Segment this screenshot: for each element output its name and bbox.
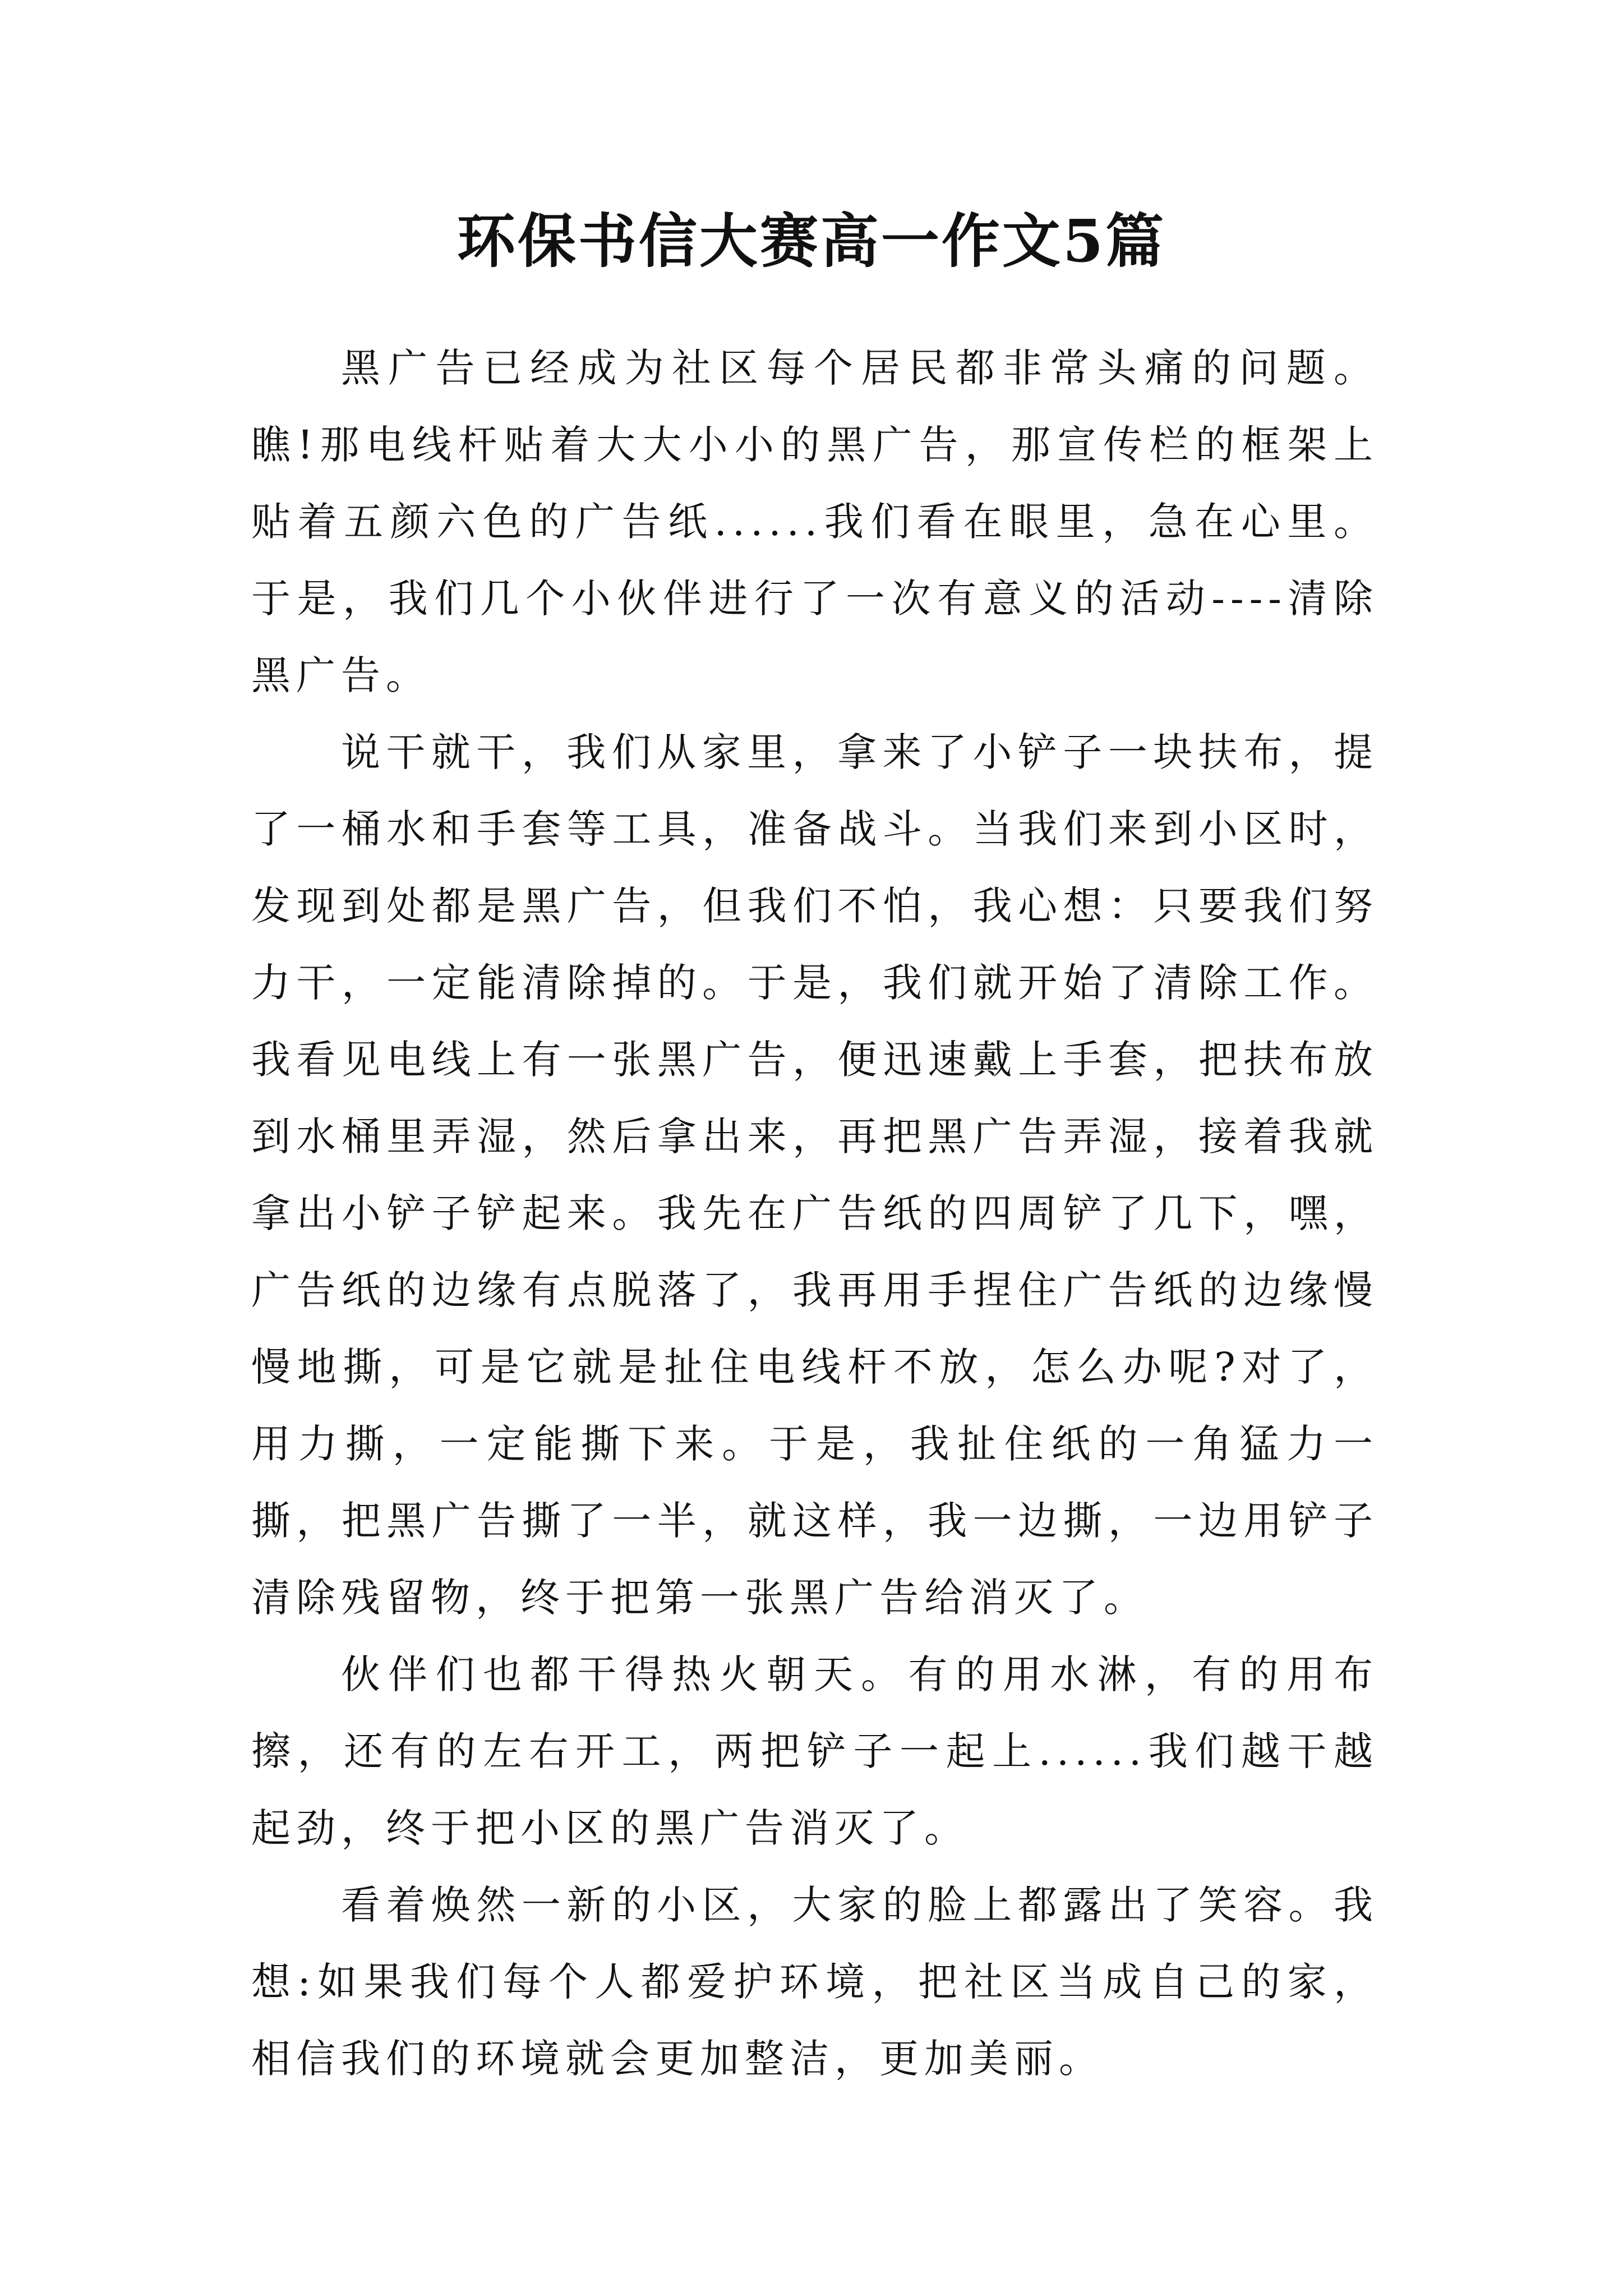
paragraph-4: 看着焕然一新的小区，大家的脸上都露出了笑容。我想:如果我们每个人都爱护环境，把社区当成自己的家，相信我们的环境就会更加整洁，更加美丽。 — [251, 1882, 1378, 2082]
document-title: 环保书信大赛高一作文5篇 — [457, 206, 1166, 275]
paragraph-3: 伙伴们也都干得热火朝天。有的用水淋，有的用布擦，还有的左右开工，两把铲子一起上......我们越干越起劲，终于把小区的黑广告消灭了。 — [251, 1651, 1378, 1851]
paragraph-1: 黑广告已经成为社区每个居民都非常头痛的问题。瞧!那电线杆贴着大大小小的黑广告，那宣传栏的框架上贴着五颜六色的广告纸......我们看在眼里，急在心里。于是，我们几个小伙伴进行了一次有意义的活动----清除黑广告。 — [251, 345, 1378, 698]
paragraph-2: 说干就干，我们从家里，拿来了小铲子一块扶布，提了一桶水和手套等工具，准备战斗。当我们来到小区时，发现到处都是黑广告，但我们不怕，我心想：只要我们努力干，一定能清除掉的。于是，我们就开始了清除工作。我看见电线上有一张黑广告，便迅速戴上手套，把扶布放到水桶里弄湿，然后拿出来，再把黑广告弄湿，接着我就拿出小铲子铲起来。我先在广告纸的四周铲了几下，嘿，广告纸的边缘有点脱落了，我再用手捏住广告纸的边缘慢慢地撕，可是它就是扯住电线杆不放，怎么办呢?对了，用力撕，一定能撕下来。于是，我扯住纸的一角猛力一撕，把黑广告撕了一半，就这样，我一边撕，一边用铲子清除残留物，终于把第一张黑广告给消灭了。 — [251, 729, 1378, 1621]
document-body — [251, 330, 1378, 2097]
